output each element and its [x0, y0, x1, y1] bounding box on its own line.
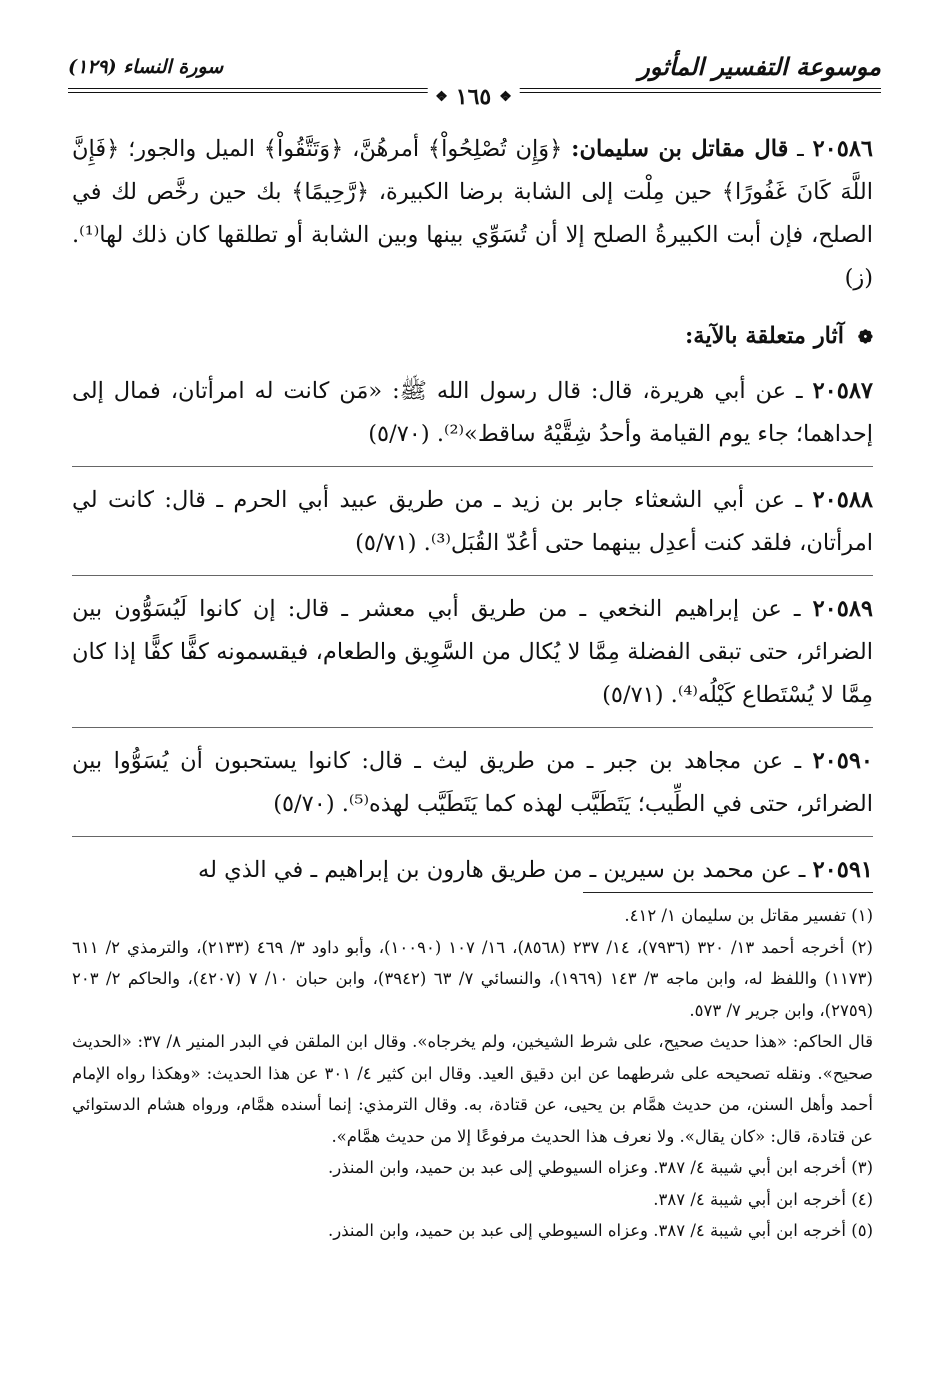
paragraph-text: ـ عن أبي الشعثاء جابر بن زيد ـ من طريق عبيد أبي الحرم ـ قال: كانت لي امرأتان، فلقد كنت أعدِل بينهما حتى أعُدّ القُبَل⁽³⁾. (٥/٧١)	[72, 487, 873, 556]
footnote-rule	[583, 892, 873, 893]
paragraph-divider	[72, 836, 873, 837]
surah-label: سورة النساء (١٢٩)	[68, 56, 224, 78]
book-title: موسوعة التفسير المأثور	[638, 52, 881, 81]
paragraph-number: ٢٠٥٨٦	[812, 136, 874, 162]
paragraph-divider	[72, 575, 873, 576]
paragraph-divider	[72, 466, 873, 467]
section-heading	[72, 316, 873, 358]
paragraph-divider	[72, 727, 873, 728]
paragraph-text: ـ عن مجاهد بن جبر ـ من طريق ليث ـ قال: كانوا يستحبون أن يُسَوُّوا بين الضرائر، حتى في الطِّيب؛ يَتَطَيَّب لهذه كما يَتَطَيَّب لهذه⁽⁵⁾. (٥/٧٠)	[72, 748, 873, 817]
ornament-icon: ❖	[435, 89, 448, 105]
paragraph-number: ٢٠٥٨٨	[812, 487, 874, 513]
paragraph-text: ـ عن محمد بن سيرين ـ من طريق هارون بن إبراهيم ـ في الذي له	[198, 857, 806, 883]
paragraph-text: ﴿وَإِن تُصْلِحُواْ﴾ أمرهُنَّ، ﴿وَتَتَّقُواْ﴾ الميل والجور؛ ﴿فَإِنَّ اللَّهَ كَانَ غَفُورًا﴾ حين مِلْت إلى الشابة برضا الكبيرة، ﴿رَّحِيمًا﴾ بك حين رخَّص لك في الصلح، فإن أبت الكبيرةُ الصلح إلا أن تُسَوِّي بينها وبين الشابة أو تطلقها كان ذلك لها⁽¹⁾. (ز)	[72, 136, 874, 291]
footnote: (٤) أخرجه ابن أبي شيبة ٤/ ٣٨٧.	[653, 1189, 873, 1209]
footnote: (١) تفسير مقاتل بن سليمان ١/ ٤١٢.	[624, 906, 873, 925]
hadith-paragraph	[72, 588, 873, 717]
section-title: آثار متعلقة بالآية:	[684, 323, 845, 349]
footnote: (٥) أخرجه ابن أبي شيبة ٤/ ٣٨٧. وعزاه السيوطي إلى عبد بن حميد، وابن المنذر.	[328, 1221, 873, 1240]
page-number: ١٦٥	[455, 84, 492, 110]
hadith-paragraph	[72, 740, 873, 826]
ornament-icon: ❖	[499, 89, 512, 105]
paragraph-number: ٢٠٥٩٠	[812, 748, 873, 774]
hadith-paragraph	[72, 370, 873, 456]
paragraph-number: ٢٠٥٨٧	[812, 378, 874, 404]
footnote: قال الحاكم: «هذا حديث صحيح، على شرط الشيخين، ولم يخرجاه». وقال ابن الملقن في البدر المنير ٨/ ٣٧: «الحديث صحيح». ونقله تصحيحه على شرطهما عن ابن دقيق العيد. وقال ابن كثير ٤/ ٣٠١ عن هذا الحديث: «وهكذا رواه الإمام أحمد وأهل السنن، من حديث همَّام بن يحيى، عن قتادة، به. وقال الترمذي: إنما أسنده همَّام، ورواه هشام الدستوائي عن قتادة، قال: «كان يقال». ولا نعرف هذا الحديث مرفوعًا إلا من حديث همَّام».	[72, 1032, 874, 1146]
main-text	[72, 128, 873, 902]
footnote: (٢) أخرجه أحمد ١٣/ ٣٢٠ (٧٩٣٦)، ١٤/ ٢٣٧ (٨٥٦٨)، ١٦/ ١٠٧ (١٠٠٩٠)، وأبو داود ٣/ ٤٦٩ (٢١٣٣)، والترمذي ٢/ ٦١١ (١١٧٣) واللفظ له، وابن ماجه ٣/ ١٤٣ (١٩٦٩)، والنسائي ٧/ ٦٣ (٣٩٤٢)، وابن حبان ١٠/ ٧ (٤٢٠٧)، والحاكم ٢/ ٢٠٣ (٢٧٥٩)، وابن جرير ٧/ ٥٧٣.	[72, 937, 873, 1020]
paragraph-lead: قال مقاتل بن سليمان:	[571, 136, 789, 162]
paragraph-number: ٢٠٥٩١	[812, 857, 873, 883]
footnote: (٣) أخرجه ابن أبي شيبة ٤/ ٣٨٧. وعزاه السيوطي إلى عبد بن حميد، وابن المنذر.	[328, 1158, 873, 1177]
page-number-box	[427, 84, 520, 110]
flower-icon: ❁	[857, 327, 873, 348]
paragraph-number: ٢٠٥٨٩	[812, 596, 873, 622]
paragraph-text: ـ عن أبي هريرة، قال: قال رسول الله ﷺ: «مَن كانت له امرأتان، فمال إلى إحداهما؛ جاء يوم القيامة وأحدُ شِقَّيْهُ ساقط»⁽²⁾. (٥/٧٠)	[72, 378, 873, 447]
hadith-paragraph	[72, 479, 873, 565]
paragraph-text: ـ عن إبراهيم النخعي ـ من طريق أبي معشر ـ قال: إن كانوا لَيُسَوُّون بين الضرائر، حتى تبقى الفضلة مِمَّا لا يُكال من السَّوِيق والطعام، فيقسمونه كفًّا كفًّا إذا كان مِمَّا لا يُسْتَطاع كَيْلُه⁽⁴⁾. (٥/٧١)	[72, 596, 873, 708]
footnotes	[72, 900, 873, 1247]
hadith-paragraph: ٢٠٥٨٦ ـ قال مقاتل بن سليمان: ﴿وَإِن تُصْلِحُواْ﴾ أمرهُنَّ، ﴿وَتَتَّقُواْ﴾ الميل والجور؛ ﴿فَإِنَّ اللَّهَ كَانَ غَفُورًا﴾ حين مِلْت إلى الشابة برضا الكبيرة، ﴿رَّحِيمًا﴾ بك حين رخَّص لك في الصلح، فإن أبت الكبيرةُ الصلح إلا أن تُسَوِّي بينها وبين الشابة أو تطلقها كان ذلك لها⁽¹⁾. (ز)	[72, 136, 874, 291]
hadith-paragraph	[72, 849, 873, 892]
